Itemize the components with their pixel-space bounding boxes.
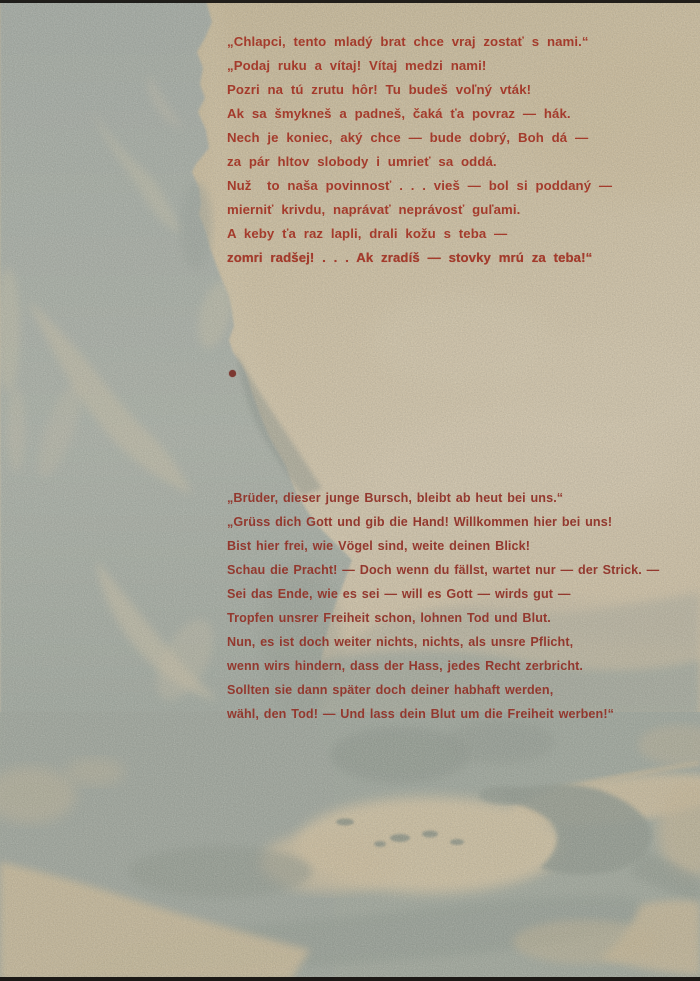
poem-line: Schau die Pracht! — Doch wenn du fällst, wartet nur — der Strick. — xyxy=(227,563,660,577)
poem-line: A keby ťa raz lapli, drali kožu s teba — xyxy=(227,226,508,241)
poem-line: Ak sa šmykneš a padneš, čaká ťa povraz — hák. xyxy=(227,106,571,121)
poem-line: Sollten sie dann später doch deiner habhaft werden, xyxy=(227,683,554,697)
poem-line: Nech je koniec, aký chce — bude dobrý, Boh dá — xyxy=(227,130,589,145)
poem-line: Nuž to naša povinnosť . . . vieš — bol si poddaný — xyxy=(227,178,613,193)
poem-line: Tropfen unsrer Freiheit schon, lohnen Tod und Blut. xyxy=(227,611,551,625)
poem-line: wenn wirs hindern, dass der Hass, jedes Recht zerbricht. xyxy=(227,659,584,673)
poem-line: wähl, den Tod! — Und lass dein Blut um die Freiheit werben!“ xyxy=(227,707,615,721)
poem-line: „Brüder, dieser junge Bursch, bleibt ab heut bei uns.“ xyxy=(227,491,564,505)
poem-line: „Grüss dich Gott und gib die Hand! Willkommen hier bei uns! xyxy=(227,515,613,529)
poem-line: zomri radšej! . . . Ak zradíš — stovky mrú za teba!“ xyxy=(227,250,593,265)
scan-border-top xyxy=(0,0,700,3)
scan-border-bottom xyxy=(0,977,700,981)
german-poem xyxy=(227,486,659,726)
poem-line: „Podaj ruku a vítaj! Vítaj medzi nami! xyxy=(227,58,487,73)
poem-line: za pár hltov slobody i umrieť sa oddá. xyxy=(227,154,497,169)
poem-line: Pozri na tú zrutu hôr! Tu budeš voľný vták! xyxy=(227,82,532,97)
poem-line: Sei das Ende, wie es sei — will es Gott — wirds gut — xyxy=(227,587,571,601)
poem-line: Nun, es ist doch weiter nichts, nichts, als unsre Pflicht, xyxy=(227,635,574,649)
slovak-poem xyxy=(227,30,612,270)
poem-line: „Chlapci, tento mladý brat chce vraj zostať s nami.“ xyxy=(227,34,589,49)
poem-line: mierniť krivdu, naprávať neprávosť guľami. xyxy=(227,202,521,217)
red-dot-mark xyxy=(229,370,236,377)
poem-line: Bist hier frei, wie Vögel sind, weite deinen Blick! xyxy=(227,539,531,553)
